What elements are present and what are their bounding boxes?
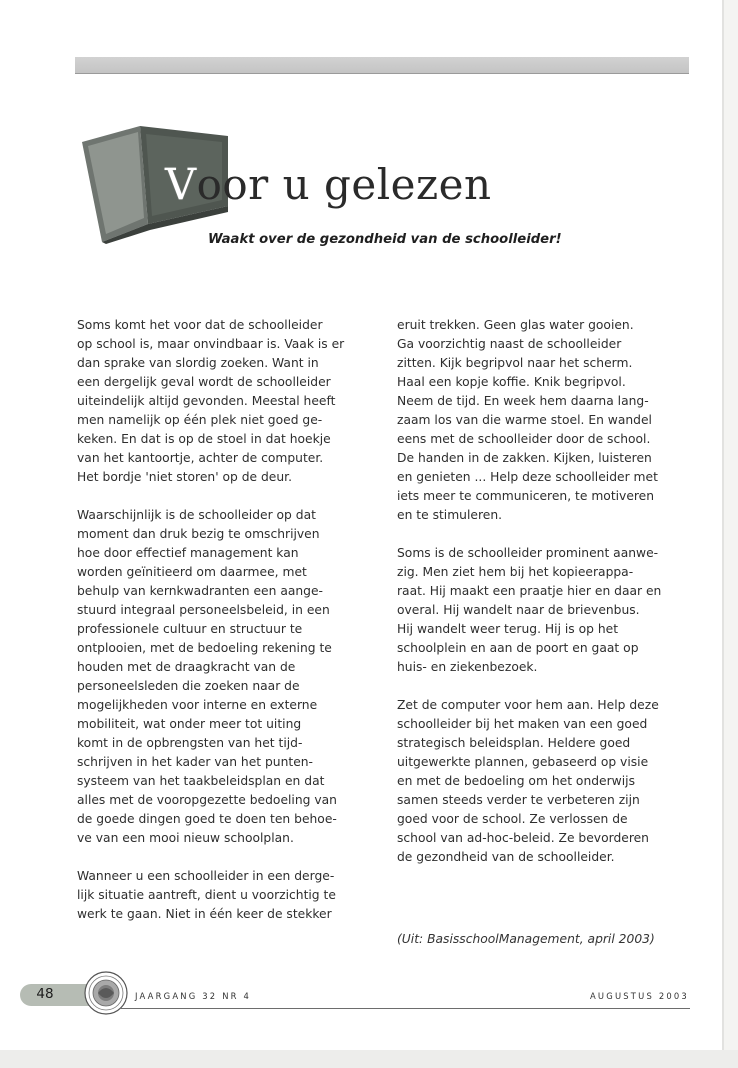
text-line: Neem de tijd. En week hem daarna lang- [397,394,649,408]
text-line: eens met de schoolleider door de school. [397,432,651,446]
text-line: stuurd integraal personeelsbeleid, in een [77,603,330,617]
text-line: en te stimuleren. [397,508,503,522]
article-source: (Uit: BasisschoolManagement, april 2003) [397,932,655,946]
footer-rule [120,1008,690,1009]
text-line: moment dan druk bezig te omschrijven [77,527,320,541]
text-line: goed voor de school. Ze verlossen de [397,812,628,826]
text-line: hoe door effectief management kan [77,546,299,560]
text-line: personeelsleden die zoeken naar de [77,679,300,693]
text-line: van het kantoortje, achter de computer. [77,451,324,465]
text-line: Het bordje 'niet storen' op de deur. [77,470,292,484]
text-line: schrijven in het kader van het punten- [77,755,313,769]
text-line: professionele cultuur en structuur te [77,622,303,636]
text-line: en met de bedoeling om het onderwijs [397,774,635,788]
text-line: de gezondheid van de schoolleider. [397,850,615,864]
text-line: raat. Hij maakt een praatje hier en daar en [397,584,662,598]
article-subtitle: Waakt over de gezondheid van de schoolleider! [208,232,562,247]
text-line: mogelijkheden voor interne en externe [77,698,318,712]
left-column [77,316,387,943]
text-line: samen steeds verder te verbeteren zijn [397,793,640,807]
title-initial: V [165,160,197,210]
text-line: houden met de draagkracht van de [77,660,296,674]
paragraph [397,696,707,867]
text-line: Wanneer u een schoolleider in een derge- [77,869,335,883]
text-line: en genieten ... Help deze schoolleider met [397,470,658,484]
text-line: op school is, maar onvindbaar is. Vaak is er [77,337,345,351]
text-line: Soms is de schoolleider prominent aanwe- [397,546,659,560]
text-line: Zet de computer voor hem aan. Help deze [397,698,659,712]
text-line: alles met de vooropgezette bedoeling van [77,793,337,807]
text-line: een dergelijk geval wordt de schoolleider [77,375,331,389]
text-line: iets meer te communiceren, te motiveren [397,489,655,503]
text-line: Hij wandelt weer terug. Hij is op het [397,622,619,636]
footer-volume: JAARGANG 32 NR 4 [135,991,252,1001]
text-line: zitten. Kijk begripvol naar het scherm. [397,356,633,370]
text-line: uiteindelijk altijd gevonden. Meestal heeft [77,394,336,408]
paragraph [397,316,707,525]
text-line: lijk situatie aantreft, dient u voorzichtig te [77,888,336,902]
page-edge [722,0,724,1050]
text-line: schoolplein en aan de poort en gaat op [397,641,639,655]
text-line: systeem van het taakbeleidsplan en dat [77,774,325,788]
text-line: Soms komt het voor dat de schoolleider [77,318,323,332]
paragraph [77,867,387,924]
text-line: mobiliteit, wat onder meer tot uiting [77,717,302,731]
text-line: ontplooien, met de bedoeling rekening te [77,641,332,655]
text-line: werk te gaan. Niet in één keer de stekker [77,907,332,921]
text-line: Ga voorzichtig naast de schoolleider [397,337,622,351]
footer-date: AUGUSTUS 2003 [590,991,689,1001]
text-line: worden geïnitieerd om daarmee, met [77,565,307,579]
title-rest: oor u gelezen [196,160,492,209]
page-footer [0,968,722,1012]
text-line: school van ad-hoc-beleid. Ze bevorderen [397,831,649,845]
text-line: Waarschijnlijk is de schoolleider op dat [77,508,316,522]
text-line: de goede dingen goed te doen ten behoe- [77,812,337,826]
text-line: huis- en ziekenbezoek. [397,660,538,674]
text-line: ve van een mooi nieuw schoolplan. [77,831,294,845]
text-line: zig. Men ziet hem bij het kopieerappa- [397,565,634,579]
text-line: schoolleider bij het maken van een goed [397,717,648,731]
page-number: 48 [36,986,54,1002]
paragraph [397,544,707,677]
text-line: eruit trekken. Geen glas water gooien. [397,318,634,332]
scan-background [0,1050,738,1068]
right-column [397,316,707,886]
paragraph [77,506,387,848]
text-line: strategisch beleidsplan. Heldere goed [397,736,631,750]
text-line: overal. Hij wandelt naar de brievenbus. [397,603,640,617]
text-line: behulp van kernkwadranten een aange- [77,584,323,598]
text-line: komt in de opbrengsten van het tijd- [77,736,303,750]
text-line: De handen in de zakken. Kijken, luisteren [397,451,652,465]
top-decorative-rule [75,57,689,74]
text-line: men namelijk op één plek niet goed ge- [77,413,323,427]
text-line: keken. En dat is op de stoel in dat hoekje [77,432,331,446]
text-line: dan sprake van slordig zoeken. Want in [77,356,319,370]
text-line: zaam los van die warme stoel. En wandel [397,413,652,427]
text-line: Haal een kopje koffie. Knik begripvol. [397,375,626,389]
text-line: uitgewerkte plannen, gebaseerd op visie [397,755,649,769]
page-title [165,160,492,210]
paragraph [77,316,387,487]
